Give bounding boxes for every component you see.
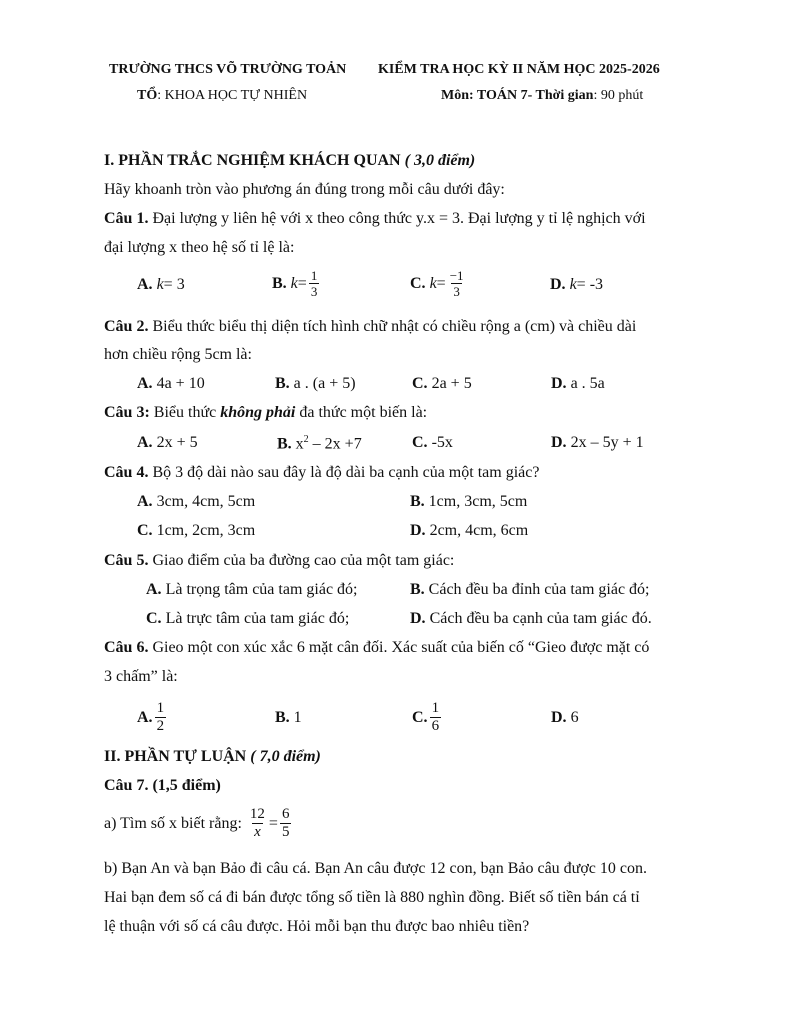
part1-heading <box>104 152 475 170</box>
option-text: 2x – 5y + 1 <box>566 434 644 451</box>
q7-b-line3: lệ thuận với số cá câu được. Hỏi mỗi bạn thu được bao nhiêu tiền? <box>104 918 530 935</box>
numerator: 1 <box>310 268 318 283</box>
equals-sign: = <box>436 274 446 292</box>
option-label: D. <box>551 375 567 392</box>
q4-option-b <box>410 493 527 511</box>
option-text: Là trực tâm của tam giác đó; <box>161 610 350 627</box>
option-text: -5x <box>427 434 453 451</box>
option-text: 1cm, 2cm, 3cm <box>152 522 256 539</box>
part2-heading <box>104 748 321 766</box>
part1-title: I. PHẦN TRẮC NGHIỆM KHÁCH QUAN <box>104 152 401 169</box>
exponent: 2 <box>303 434 309 445</box>
exam-title: KIỂM TRA HỌC KỲ II NĂM HỌC 2025-2026 <box>378 62 660 77</box>
q1-option-c <box>410 268 468 299</box>
q7-b-line2: Hai bạn đem số cá đi bán được tổng số tiền là 880 nghìn đồng. Biết số tiền bán cá tỉ <box>104 889 640 906</box>
q4-option-d <box>410 522 528 540</box>
option-label: A. <box>137 708 153 726</box>
numerator: 1 <box>431 700 440 716</box>
q6-option-c <box>412 700 443 735</box>
q3-label: Câu 3: <box>104 404 150 421</box>
q2-text-line1 <box>104 318 636 336</box>
option-text: Cách đều ba đỉnh của tam giác đó; <box>424 581 650 598</box>
numerator: −1 <box>449 268 464 283</box>
q2-option-d <box>551 375 605 393</box>
fraction-left <box>248 806 267 841</box>
option-label: A. <box>137 375 153 392</box>
q2-option-b <box>275 375 356 393</box>
option-label: C. <box>412 708 428 726</box>
q5-option-d <box>410 610 652 628</box>
q4-text <box>104 464 539 482</box>
option-label: B. <box>277 435 292 453</box>
q3-emphasis: không phải <box>220 404 296 421</box>
q5-text <box>104 552 454 570</box>
option-label: A. <box>137 434 153 451</box>
option-text: 1cm, 3cm, 5cm <box>424 493 528 510</box>
option-text: 3cm, 4cm, 5cm <box>152 493 256 510</box>
denominator: 3 <box>453 284 460 299</box>
q3-option-b <box>277 434 362 453</box>
option-text: 4a + 10 <box>152 375 205 392</box>
option-label: C. <box>146 610 162 627</box>
fraction-right <box>280 806 292 841</box>
option-text: = 3 <box>163 276 185 293</box>
part1-instruction: Hãy khoanh tròn vào phương án đúng trong mỗi câu dưới đây: <box>104 181 505 198</box>
option-label: C. <box>410 274 426 292</box>
school-name: TRƯỜNG THCS VÕ TRƯỜNG TOẢN <box>109 62 347 77</box>
q6-text-line1 <box>104 639 649 657</box>
option-label: A. <box>137 493 153 510</box>
part2-points: ( 7,0 điểm) <box>250 748 321 765</box>
q7-label: Câu 7. (1,5 điểm) <box>104 777 221 794</box>
department <box>137 88 307 104</box>
option-label: B. <box>275 709 290 726</box>
q1-option-d <box>550 276 603 294</box>
fraction <box>448 268 466 299</box>
q4-option-c <box>137 522 255 540</box>
q1-label: Câu 1. <box>104 210 149 227</box>
option-text: a . (a + 5) <box>289 375 356 392</box>
var-k: k <box>569 276 577 293</box>
denominator: x <box>254 824 261 840</box>
option-label: C. <box>137 522 153 539</box>
dept-label: TỔ <box>137 88 158 103</box>
denominator: 3 <box>310 284 318 299</box>
option-text: Cách đều ba cạnh của tam giác đó. <box>425 610 652 627</box>
option-label: D. <box>410 522 426 539</box>
option-text: = -3 <box>576 276 604 293</box>
q1-text-1: Đại lượng y liên hệ với x theo công thức y.x = 3. Đại lượng y tỉ lệ nghịch với <box>148 210 646 227</box>
q7-part-a <box>104 806 293 841</box>
numerator: 1 <box>156 700 165 716</box>
q2-text-line2: hơn chiều rộng 5cm là: <box>104 346 252 363</box>
q7-a-text: a) Tìm số x biết rằng: <box>104 814 242 832</box>
q1-option-a <box>137 276 185 294</box>
option-text: 6 <box>566 709 579 726</box>
q3-text-after: đa thức một biến là: <box>295 404 428 421</box>
var-k: k <box>156 276 164 293</box>
option-text: 1 <box>289 709 302 726</box>
q6-label: Câu 6. <box>104 639 149 656</box>
q5-option-a <box>146 581 358 599</box>
subject-label: Môn: TOÁN 7- Thời gian <box>441 88 594 103</box>
subject-time <box>441 88 643 104</box>
q2-label: Câu 2. <box>104 318 149 335</box>
option-label: B. <box>410 493 425 510</box>
q6-option-d <box>551 709 579 727</box>
fraction <box>309 268 320 299</box>
option-label: C. <box>412 375 428 392</box>
q3-option-c <box>412 434 453 452</box>
q5-text-1: Giao điểm của ba đường cao của một tam giác: <box>148 552 455 569</box>
q4-option-a <box>137 493 255 511</box>
equals-sign: = <box>268 814 278 832</box>
q1-text-line2: đại lượng x theo hệ số tỉ lệ là: <box>104 239 295 256</box>
part2-title: II. PHẦN TỰ LUẬN <box>104 748 247 765</box>
option-text: Là trọng tâm của tam giác đó; <box>161 581 358 598</box>
var-k: k <box>429 274 437 292</box>
option-label: D. <box>550 276 566 293</box>
option-text: a . 5a <box>566 375 605 392</box>
duration: : 90 phút <box>593 88 644 103</box>
option-text: – 2x +7 <box>308 435 362 453</box>
denominator: 2 <box>156 718 165 734</box>
q6-option-a <box>137 700 168 735</box>
q4-text-1: Bộ 3 độ dài nào sau đây là độ dài ba cạnh của một tam giác? <box>148 464 540 481</box>
equals-sign: = <box>297 274 307 292</box>
q3-option-d <box>551 434 644 452</box>
option-text: 2cm, 4cm, 6cm <box>425 522 529 539</box>
option-label: A. <box>137 276 153 293</box>
option-label: D. <box>551 434 567 451</box>
var-k: k <box>290 274 298 292</box>
numerator: 12 <box>249 806 265 822</box>
part1-points: ( 3,0 điểm) <box>404 152 476 169</box>
option-text: 2x + 5 <box>152 434 198 451</box>
q2-option-a <box>137 375 205 393</box>
q6-text-line2: 3 chấm” là: <box>104 668 178 685</box>
q3-text <box>104 404 427 422</box>
q5-option-c <box>146 610 349 628</box>
q2-option-c <box>412 375 472 393</box>
q1-text-line1 <box>104 210 646 228</box>
option-label: B. <box>272 274 287 292</box>
denominator: 6 <box>431 718 440 734</box>
option-label: C. <box>412 434 428 451</box>
denominator: 5 <box>281 824 290 840</box>
q7-b-line1: b) Bạn An và bạn Bảo đi câu cá. Bạn An câu được 12 con, bạn Bảo câu được 10 con. <box>104 860 647 877</box>
option-label: D. <box>551 709 567 726</box>
fraction <box>430 700 442 735</box>
q5-option-b <box>410 581 649 599</box>
option-label: A. <box>146 581 162 598</box>
q5-label: Câu 5. <box>104 552 149 569</box>
option-label: B. <box>410 581 425 598</box>
q1-option-b <box>272 268 321 299</box>
q3-text-before: Biểu thức <box>149 404 221 421</box>
option-label: D. <box>410 610 426 627</box>
option-label: B. <box>275 375 290 392</box>
q6-text-1: Gieo một con xúc xắc 6 mặt cân đối. Xác suất của biến cố “Gieo được mặt có <box>148 639 650 656</box>
q6-option-b <box>275 709 302 727</box>
q2-text-1: Biểu thức biểu thị diện tích hình chữ nhật có chiều rộng a (cm) và chiều dài <box>148 318 637 335</box>
option-text: 2a + 5 <box>427 375 472 392</box>
option-text: x <box>291 435 304 453</box>
q4-label: Câu 4. <box>104 464 149 481</box>
q3-option-a <box>137 434 198 452</box>
fraction <box>155 700 167 735</box>
dept-name: : KHOA HỌC TỰ NHIÊN <box>157 88 308 103</box>
numerator: 6 <box>281 806 290 822</box>
